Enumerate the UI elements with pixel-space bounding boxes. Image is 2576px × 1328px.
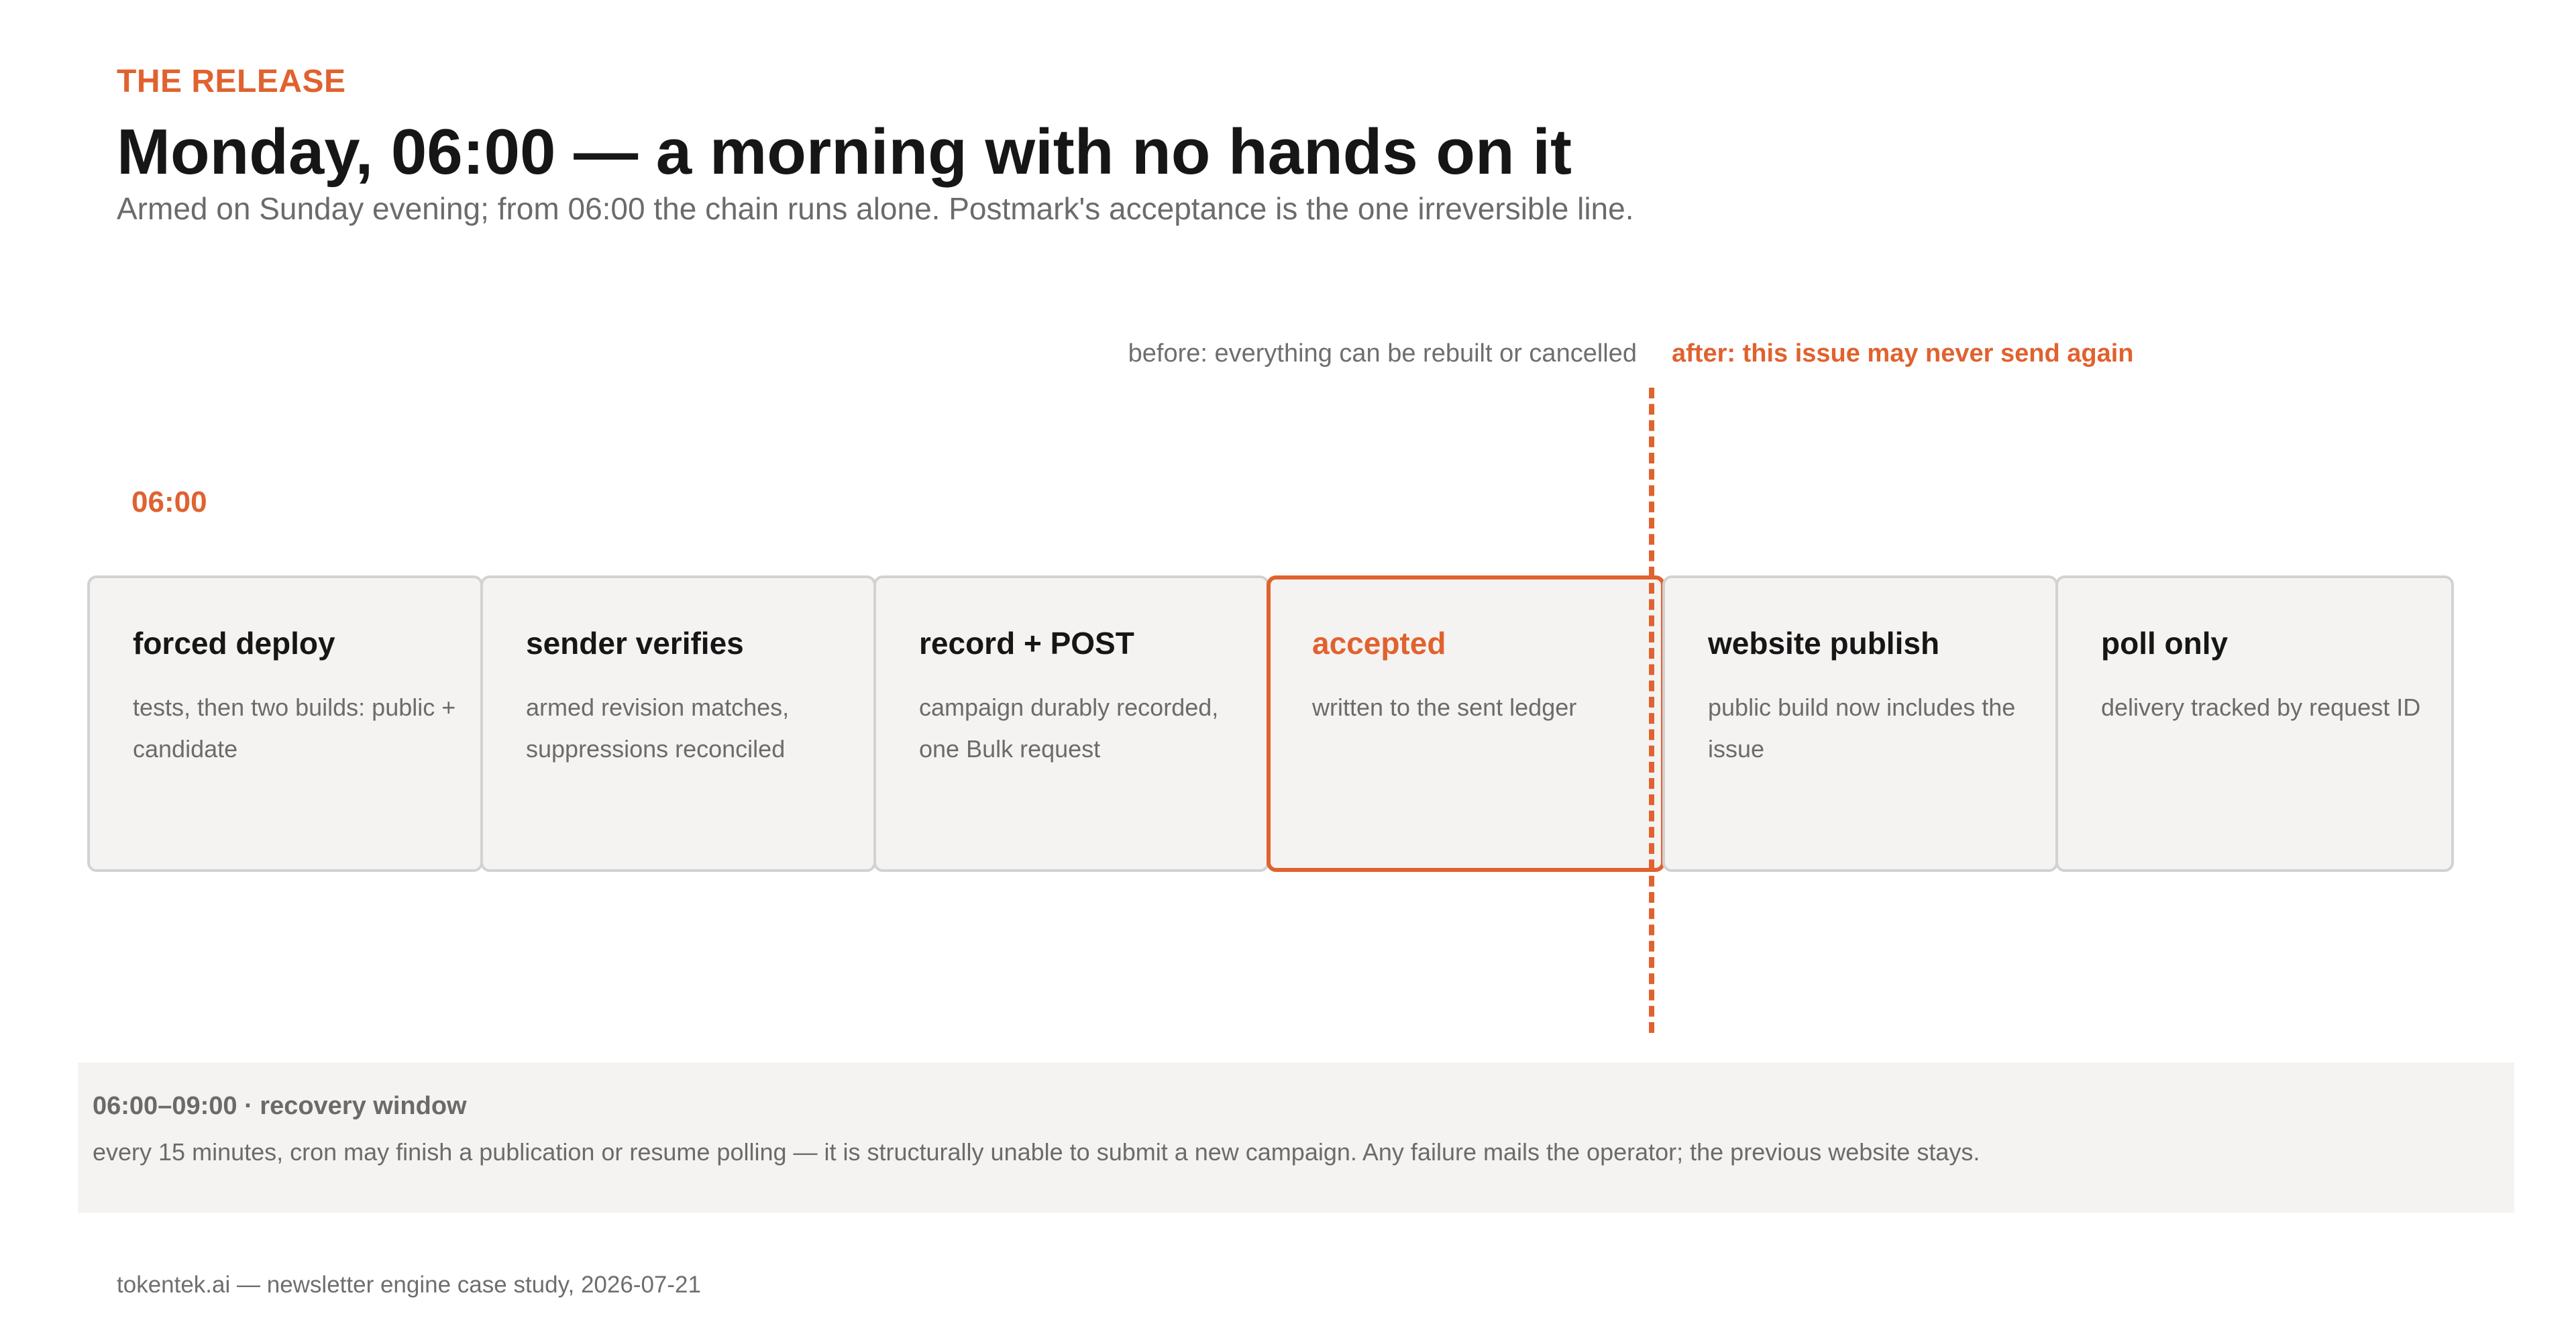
recovery-window-title: 06:00–09:00 · recovery window <box>93 1092 467 1120</box>
step-description: armed revision matches, suppressions reconciled <box>526 694 790 763</box>
start-time-label: 06:00 <box>131 486 207 518</box>
step-record-post <box>873 575 1269 872</box>
step-poll-only <box>2055 575 2454 872</box>
page-title: Monday, 06:00 — a morning with no hands on it <box>117 116 1572 188</box>
step-title: forced deploy <box>133 626 335 661</box>
step-title: accepted <box>1312 626 1446 661</box>
step-sender-verifies <box>480 575 876 872</box>
footer-caption: tokentek.ai — newsletter engine case study, 2026-07-21 <box>117 1272 701 1298</box>
step-description: written to the sent ledger <box>1312 694 1577 721</box>
step-description: campaign durably recorded, one Bulk request <box>919 694 1219 763</box>
step-accepted <box>1267 575 1665 872</box>
section-eyebrow: THE RELEASE <box>117 64 346 99</box>
step-website-publish <box>1662 575 2058 872</box>
page-subtitle: Armed on Sunday evening; from 06:00 the chain runs alone. Postmark's acceptance is the one irreversible line. <box>117 191 1634 226</box>
step-description: delivery tracked by request ID <box>2101 694 2421 721</box>
step-title: poll only <box>2101 626 2229 661</box>
recovery-window-body: every 15 minutes, cron may finish a publication or resume polling — it is structurally unable to submit a new campaign. Any failure mails the operator; the previous website stays. <box>93 1138 1980 1166</box>
before-boundary-label: before: everything can be rebuilt or cancelled <box>1128 339 1637 368</box>
recovery-window-panel <box>78 1062 2514 1213</box>
step-forced-deploy <box>87 575 483 872</box>
step-description: public build now includes the issue <box>1708 694 2016 763</box>
step-description: tests, then two builds: public + candidate <box>133 694 456 763</box>
step-title: website publish <box>1708 626 1940 661</box>
step-title: record + POST <box>919 626 1134 661</box>
after-boundary-label: after: this issue may never send again <box>1672 339 2134 368</box>
irreversible-boundary-line <box>1649 388 1654 1033</box>
step-title: sender verifies <box>526 626 744 661</box>
